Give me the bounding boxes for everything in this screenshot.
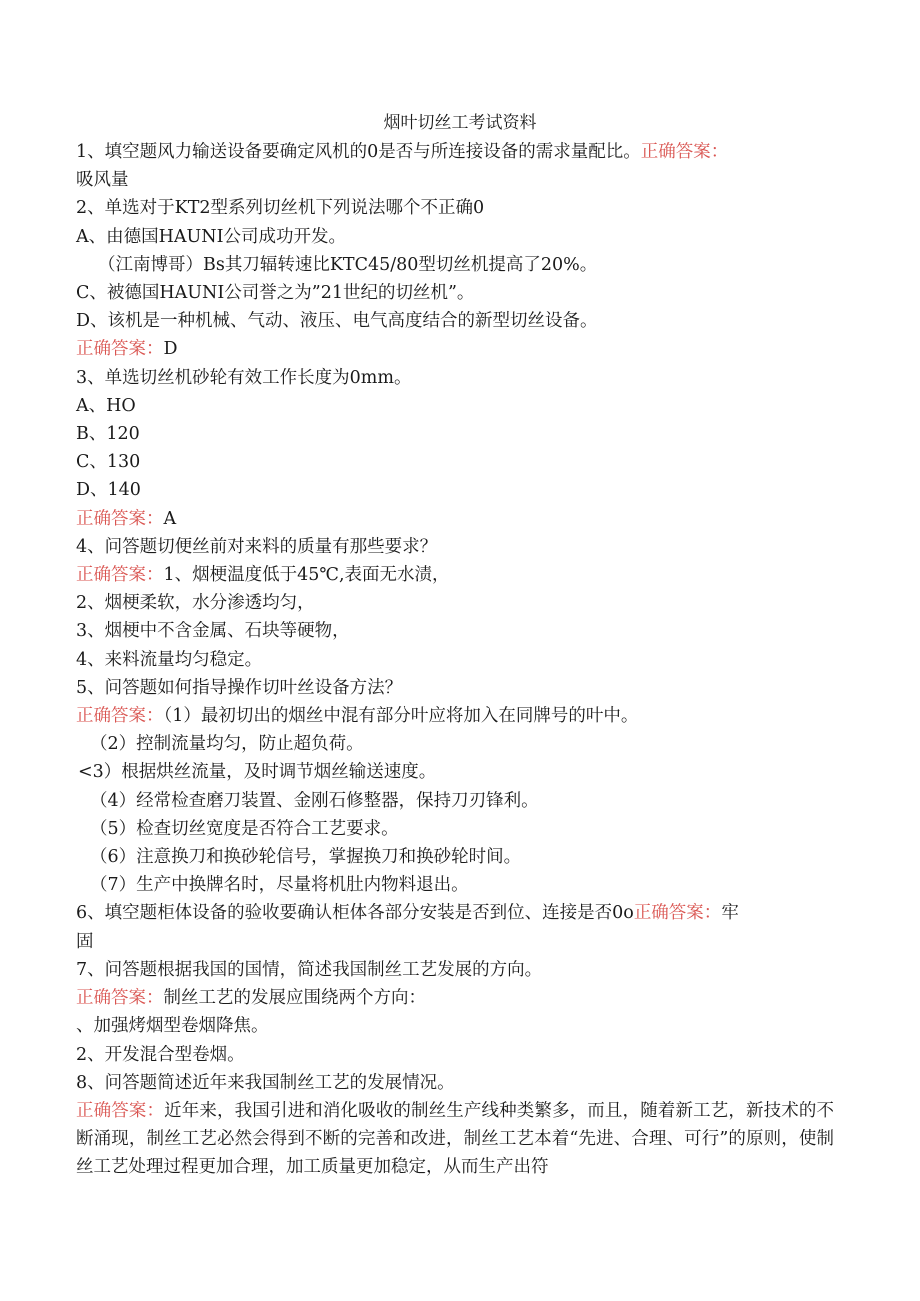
q4-answer-label: 正确答案： [76, 565, 164, 586]
q2-option-c: C、被德国HAUNI公司誉之为”21世纪的切丝机”。 [76, 283, 475, 304]
q3-answer: A [163, 508, 177, 529]
q8-answer: 近年来，我国引进和消化吸收的制丝生产线种类繁多，而且，随着新工艺，新技术的不断涌现，制丝工艺必然会得到不断的完善和改进，制丝工艺本着“先进、合理、可行”的原则，使制丝工艺处理过程更加合理，加工质量更加稳定，从而生产出符 [76, 1100, 834, 1178]
q5-answer-6: （6）注意换刀和换砂轮信号，掌握换刀和换砂轮时间。 [90, 847, 522, 868]
q6-text: 6、填空题柜体设备的验收要确认柜体各部分安装是否到位、连接是否0o [76, 903, 634, 924]
q5-answer-3: <3）根据烘丝流量，及时调节烟丝输送速度。 [78, 762, 437, 783]
q5-answer-label: 正确答案： [76, 706, 164, 727]
q3-option-a: A、HO [76, 395, 136, 416]
q5-answer-1: （1）最初切出的烟丝中混有部分叶应将加入在同牌号的叶中。 [163, 706, 639, 727]
q3-answer-line [76, 505, 834, 533]
q5-answer-5: （5）检查切丝宽度是否符合工艺要求。 [90, 818, 399, 839]
q2-option-a: A、由德国HAUNI公司成功开发。 [76, 226, 347, 247]
q5-answer-line [76, 702, 834, 730]
q4-answer-line [76, 561, 834, 589]
q8-text: 8、问答题简述近年来我国制丝工艺的发展情况。 [76, 1072, 455, 1093]
q4-answer-2: 2、烟梗柔软，水分渗透均匀， [76, 593, 315, 614]
q6-answer-label: 正确答案： [633, 903, 722, 924]
q7-text: 7、问答题根据我国的国情，简述我国制丝工艺发展的方向。 [76, 959, 543, 980]
q2-option-b: （江南博哥）Bs其刀辐转速比KTC45/80型切丝机提高了20%。 [98, 254, 598, 275]
q6-line [76, 899, 834, 927]
q3-option-b: B、120 [76, 424, 140, 445]
q7-answer-1: 制丝工艺的发展应围绕两个方向： [163, 988, 426, 1009]
q6-answer-part2: 固 [76, 931, 94, 952]
q1-answer-label: 正确答案： [640, 142, 729, 162]
q4-answer-3: 3、烟梗中不含金属、石块等硬物， [76, 621, 350, 642]
document-body [76, 138, 834, 1182]
q5-answer-7: （7）生产中换牌名时，尽量将机肚内物料退出。 [90, 875, 469, 896]
q8-answer-label: 正确答案： [76, 1100, 165, 1121]
q4-text: 4、问答题切便丝前对来料的质量有那些要求？ [76, 536, 438, 557]
q3-text: 3、单选切丝机砂轮有效工作长度为0mm。 [76, 367, 412, 388]
q4-answer-4: 4、来料流量均匀稳定。 [76, 649, 263, 670]
q2-text: 2、单选对于KT2型系列切丝机下列说法哪个不正确0 [76, 198, 485, 219]
q2-answer-line [76, 335, 834, 363]
q4-answer-1: 1、烟梗温度低于45℃,表面无水渍， [163, 565, 450, 586]
q7-answer-3: 2、开发混合型卷烟。 [76, 1044, 245, 1065]
q2-answer: D [163, 339, 178, 360]
q3-option-c: C、130 [76, 452, 141, 473]
q5-answer-4: （4）经常检查磨刀装置、金刚石修整器，保持刀刃锋利。 [90, 790, 539, 811]
q1-answer: 吸风量 [76, 170, 129, 191]
q7-answer-2: 、加强烤烟型卷烟降焦。 [76, 1016, 269, 1037]
q3-answer-label: 正确答案： [76, 508, 164, 529]
q1-line [76, 138, 834, 166]
q1-text: 1、填空题风力输送设备要确定风机的0是否与所连接设备的需求量配比。 [76, 142, 641, 162]
q5-answer-2: （2）控制流量均匀，防止超负荷。 [90, 734, 364, 755]
q7-answer-line [76, 984, 834, 1012]
q3-option-d: D、140 [76, 480, 141, 501]
q8-answer-paragraph [76, 1097, 834, 1182]
q6-answer-part1: 牢 [721, 903, 739, 924]
q2-answer-label: 正确答案： [76, 339, 164, 360]
q7-answer-label: 正确答案： [76, 988, 164, 1009]
q2-option-d: D、该机是一种机械、气动、液压、电气高度结合的新型切丝设备。 [76, 311, 598, 332]
document-title: 烟叶切丝工考试资料 [383, 113, 537, 133]
q5-text: 5、问答题如何指导操作切叶丝设备方法？ [76, 677, 403, 698]
